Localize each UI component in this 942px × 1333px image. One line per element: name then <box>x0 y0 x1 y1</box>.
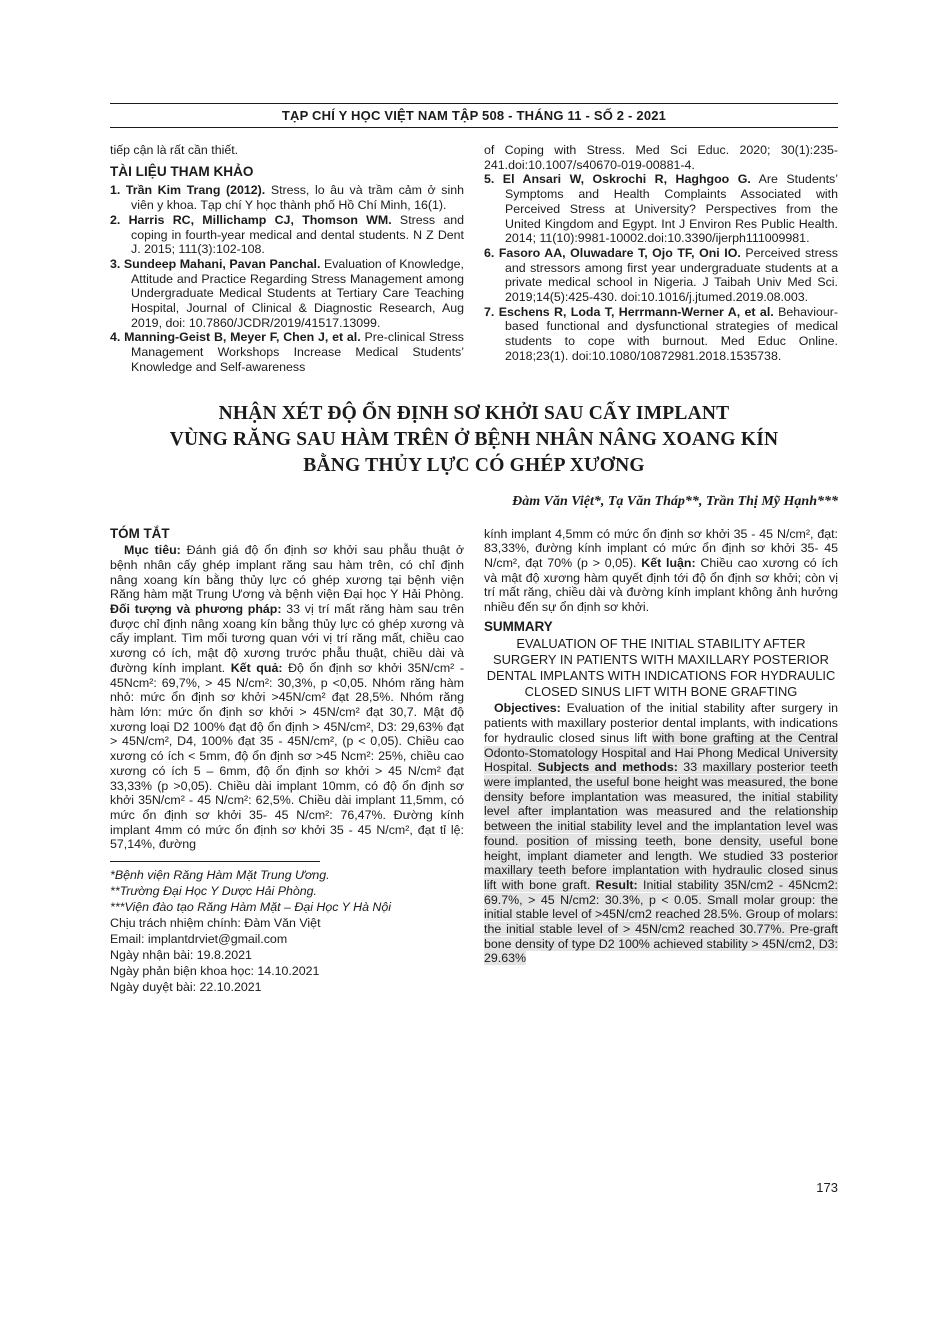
article-title-line-1: NHẬN XÉT ĐỘ ỔN ĐỊNH SƠ KHỞI SAU CẤY IMPLANT <box>218 402 730 424</box>
email-line: Email: implantdrviet@gmail.com <box>110 932 288 947</box>
journal-header-text: TẠP CHÍ Y HỌC VIỆT NAM TẬP 508 - THÁNG 11 - SỐ 2 - 2021 <box>281 108 667 123</box>
authors-line: Đàm Văn Việt*, Tạ Văn Tháp**, Trần Thị Mỹ Hạnh*** <box>512 493 838 509</box>
reference-continuation: of Coping with Stress. Med Sci Educ. 2020; 30(1):235-241.doi:10.1007/s40670-019-00881-4. <box>484 143 838 172</box>
reference-item-2 <box>110 213 464 257</box>
references-heading: TÀI LIỆU THAM KHẢO <box>110 163 254 179</box>
references-right-column <box>484 143 838 375</box>
summary-en-text <box>484 701 838 966</box>
article-title <box>110 401 838 479</box>
article-title-line-3: BẰNG THỦY LỰC CÓ GHÉP XƯƠNG <box>303 454 645 476</box>
footnote-divider <box>110 861 320 862</box>
references-section <box>110 143 838 375</box>
summary-heading: SUMMARY <box>484 618 553 634</box>
abstract-right-column <box>484 527 838 995</box>
text-segment: Subjects and methods: <box>537 760 678 775</box>
text-segment: with bone grafting at the Central Odonto-Stomatology Hospital and Hai Phong Medical University Hospital. <box>484 730 838 775</box>
text-segment: 33 maxillary posterior teeth were implanted, the useful bone height was measured, the bone density before implantation was measured, the initial stability level after implantation was measured and the relationship between the initial stability level and the implantation level was found. position of missing teeth, bone density, useful bone height, implant diameter and length. We studied 33 posterior maxillary teeth before implantation with hydraulic closed sinus lift with bone graft. <box>484 760 838 892</box>
text-segment: Độ ổn định sơ khởi 35N/cm² - 45Ncm²: 69,7%, > 45 N/cm²: 30,3%, p <0,05. Nhóm răng hàm nhỏ: mức ổn định sơ khởi >45N/cm² đạt 28,5%. Nhóm răng hàm lớn: mức ổn định sơ khởi > 45N/cm² đạt 30,7. Mật độ xương loại D2 100% đạt độ ổn định > 45N/cm², D3: 29,63% đạt > 45N/cm², D4, 100% đạt 35 - 45N/cm², (p < 0,05). Chiều cao xương có ích < 5mm, độ ổn định sơ >45 Ncm²: 25%, chiều cao xương có ích 5 – 6mm, độ ổn định sơ khởi > 45 N/cm² đạt 33,33% (p >0,05). Chiều dài implant 10mm, có độ ổn định sơ khởi 35N/cm² - 45 N/cm²: 62,5%. Chiều dài implant 11,5mm, có mức ổn định sơ khởi 35- 45 N/cm²: 76,47%. Đường kính implant 4mm có mức ổn định sơ khởi 35 - 45 N/cm², đạt tỉ lệ: 57,14%, đường <box>110 660 464 852</box>
reference-authors: 5. El Ansari W, Oskrochi R, Haghgoo G. <box>484 172 751 187</box>
reference-item-1 <box>110 183 464 212</box>
reference-item-5 <box>484 172 838 246</box>
reference-item-3 <box>110 257 464 331</box>
text-segment: Mục tiêu: <box>124 543 181 558</box>
abstract-vi-text <box>110 543 464 852</box>
previous-article-closing-line: tiếp cận là rất cần thiết. <box>110 143 239 157</box>
review-date-line: Ngày phản biện khoa học: 14.10.2021 <box>110 964 320 979</box>
reference-authors: 7. Eschens R, Loda T, Herrmann-Werner A, et al. <box>484 304 774 319</box>
page-number: 173 <box>816 1180 838 1195</box>
affiliation-3: ***Viện đào tạo Răng Hàm Mặt – Đại Học Y Hà Nội <box>110 900 392 915</box>
footnote-block <box>110 861 464 995</box>
text-segment: Objectives: <box>494 701 561 716</box>
reference-item-4 <box>110 330 464 374</box>
received-date-line: Ngày nhận bài: 19.8.2021 <box>110 948 252 963</box>
text-segment: Đối tượng và phương pháp: <box>110 602 282 617</box>
abstract-vi-continuation <box>484 527 838 615</box>
abstract-left-column <box>110 527 464 995</box>
text-segment: Chiều cao xương có ích và mật độ xương hàm quyết định tới độ ổn định sơ khởi; còn vị trí mất răng, chiều dài và đường kính implant không ảnh hưởng nhiều đến sự ổn định sơ khởi. <box>484 555 838 615</box>
references-left-column <box>110 143 464 375</box>
reference-text: Stress, lo âu và trầm cảm ở sinh viên y khoa. Tạp chí Y học thành phố Hồ Chí Minh, 16(1). <box>131 183 464 213</box>
text-segment: Evaluation of the initial stability after surgery in patients with maxillary posterior dental implants, with indications for hydraulic closed sinus lift <box>484 701 838 745</box>
reference-authors: 3. Sundeep Mahani, Pavan Panchal. <box>110 256 321 271</box>
reference-authors: 1. Trần Kim Trang (2012). <box>110 183 266 198</box>
article-title-line-2: VÙNG RĂNG SAU HÀM TRÊN Ở BỆNH NHÂN NÂNG XOANG KÍN <box>169 428 779 450</box>
page-content <box>110 103 838 995</box>
reference-authors: 4. Manning-Geist B, Meyer F, Chen J, et al. <box>110 330 361 345</box>
text-segment: Kết luận: <box>641 555 696 570</box>
reference-text: Pre-clinical Stress Management Workshops Increase Medical Students’ Knowledge and Self-awareness <box>131 330 465 374</box>
affiliation-1: *Bệnh viện Răng Hàm Mặt Trung Ương. <box>110 868 330 883</box>
reference-authors: 6. Fasoro AA, Oluwadare T, Ojo TF, Oni IO. <box>484 245 741 260</box>
reference-text: Behaviour-based functional and dysfunctional strategies of medical students to cope with burnout. Med Educ Online. 2018;23(1). doi:10.1080/10872981.2018.1535738. <box>505 304 838 363</box>
abstract-section <box>110 527 838 995</box>
reference-text: Stress and coping in fourth-year medical and dental students. N Z Dent J. 2015; 111(3):102-108. <box>131 212 464 257</box>
text-segment: Kết quả: <box>230 660 283 675</box>
text-segment: Đánh giá độ ổn định sơ khởi sau phẫu thuật ở bệnh nhân cấy ghép implant răng sau hàm trên, có chỉ định nâng xoang kín bằng thủy lực có ghép xương tại bệnh viện Răng hàm mặt Trung Ương và bệnh viện Đại học Y Hải Phòng. <box>110 543 464 602</box>
reference-text: Perceived stress and stressors among first year undergraduate students at a private medical school in Nigeria. J Taibah Univ Med Sci. 2019;14(5):425-430. doi:10.1016/j.jtumed.2019.08.003. <box>505 245 839 305</box>
text-segment: kính implant 4,5mm có mức ổn định sơ khởi 35 - 45 N/cm², đạt: 83,33%, đường kính implant có mức ổn định sơ khởi 35- 45 N/cm², đạt 70% (p > 0,05). <box>484 526 838 570</box>
summary-title: EVALUATION OF THE INITIAL STABILITY AFTER SURGERY IN PATIENTS WITH MAXILLARY POSTERIOR DENTAL IMPLANTS WITH INDICATIONS FOR HYDRAULIC CLOSED SINUS LIFT WITH BONE GRAFTING <box>486 636 836 700</box>
reference-text: Are Students’ Symptoms and Health Complaints Associated with Perceived Stress at University? Perspectives from the United Kingdom and Egypt. Int J Environ Res Public Health. 2014; 11(10):9981-10002.doi:10.3390/ijerph111009981. <box>505 172 838 246</box>
accepted-date-line: Ngày duyệt bài: 22.10.2021 <box>110 980 262 995</box>
reference-item-6 <box>484 246 838 305</box>
text-segment: Result: <box>595 877 638 892</box>
affiliation-2: **Trường Đại Học Y Dược Hải Phòng. <box>110 884 317 899</box>
reference-authors: 2. Harris RC, Millichamp CJ, Thomson WM. <box>110 212 392 227</box>
text-segment: 33 vị trí mất răng hàm sau trên được chỉ định nâng xoang kín bằng thủy lực có ghép xương và cấy implant. Tìm mối tương quan với vị trí răng mất, chiều cao xương có ích, mật độ xương trước phẫu thuật, chiều dài và đường kính implant. <box>110 602 464 675</box>
text-segment: Initial stability 35N/cm2 - 45Ncm2: 69.7%, > 45 N/cm2: 30.3%, p < 0.05. Small molar group: the initial stable level of >45N/cm2 reached 28.5%. Group of molars: the initial stable level of > 45N/cm2 reached 30.77%. Pre-graft bone density of type D2 100% achieved stability > 45N/cm2, D3: 29.63% <box>484 877 838 966</box>
reference-text: Evaluation of Knowledge, Attitude and Practice Regarding Stress Management among Undergraduate Medical Students at Tertiary Care Teaching Hospital, Journal of Clinical & Diagnostic Research, Aug 2019, doi: 10.7860/JCDR/2019/41517.13099. <box>131 256 464 330</box>
abstract-heading: TÓM TẮT <box>110 525 170 541</box>
reference-item-7 <box>484 305 838 364</box>
journal-header <box>110 103 838 128</box>
correspondence-line: Chịu trách nhiệm chính: Đàm Văn Việt <box>110 916 321 931</box>
